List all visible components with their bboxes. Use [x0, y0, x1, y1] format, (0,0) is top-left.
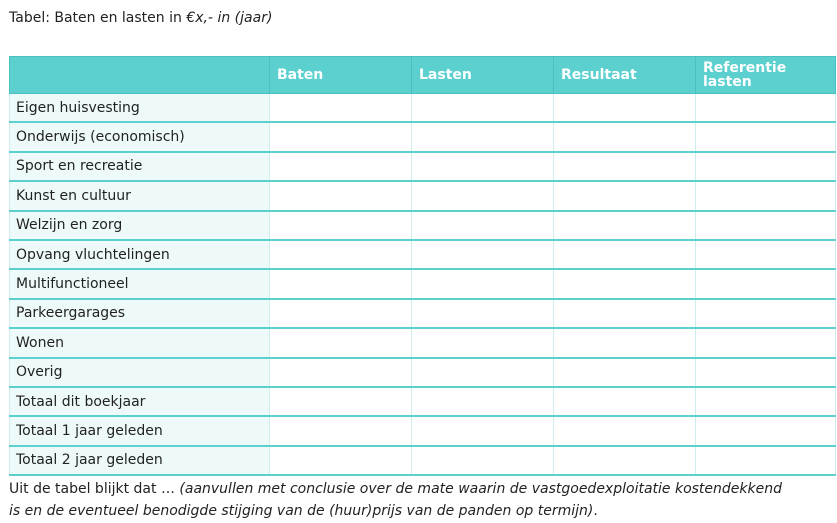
cell-lasten[interactable] — [412, 299, 554, 328]
table-row — [10, 358, 836, 387]
table-row — [10, 446, 836, 475]
cell-resultaat[interactable] — [554, 94, 696, 123]
table-row — [10, 181, 836, 210]
row-label: Overig — [10, 358, 270, 387]
cell-referentie-lasten[interactable] — [696, 328, 836, 357]
row-label: Eigen huisvesting — [10, 94, 270, 123]
cell-resultaat[interactable] — [554, 240, 696, 269]
table-row — [10, 416, 836, 445]
row-label: Totaal 2 jaar geleden — [10, 446, 270, 475]
row-label: Kunst en cultuur — [10, 181, 270, 210]
table-row — [10, 211, 836, 240]
row-label: Parkeergarages — [10, 299, 270, 328]
cell-resultaat[interactable] — [554, 328, 696, 357]
table-row — [10, 299, 836, 328]
cell-baten[interactable] — [270, 122, 412, 151]
cell-referentie-lasten[interactable] — [696, 181, 836, 210]
cell-lasten[interactable] — [412, 152, 554, 181]
cell-resultaat[interactable] — [554, 358, 696, 387]
row-label: Onderwijs (economisch) — [10, 122, 270, 151]
table-row — [10, 387, 836, 416]
cell-baten[interactable] — [270, 181, 412, 210]
header-lasten: Lasten — [412, 57, 554, 94]
cell-resultaat[interactable] — [554, 211, 696, 240]
cell-resultaat[interactable] — [554, 387, 696, 416]
cell-lasten[interactable] — [412, 358, 554, 387]
cell-baten[interactable] — [270, 299, 412, 328]
row-label: Totaal 1 jaar geleden — [10, 416, 270, 445]
baten-lasten-table — [9, 56, 836, 476]
cell-lasten[interactable] — [412, 94, 554, 123]
row-label: Welzijn en zorg — [10, 211, 270, 240]
cell-baten[interactable] — [270, 269, 412, 298]
table-row — [10, 122, 836, 151]
cell-referentie-lasten[interactable] — [696, 211, 836, 240]
cell-resultaat[interactable] — [554, 299, 696, 328]
conclusion-instruction-line1: (aanvullen met conclusie over de mate waarin de vastgoedexploitatie kostendekkend — [179, 481, 782, 497]
table-caption-text: Tabel: Baten en lasten in — [9, 10, 187, 26]
header-category — [10, 57, 270, 94]
header-baten: Baten — [270, 57, 412, 94]
conclusion-end: . — [593, 503, 598, 519]
row-label: Multifunctioneel — [10, 269, 270, 298]
cell-resultaat[interactable] — [554, 269, 696, 298]
cell-lasten[interactable] — [412, 181, 554, 210]
cell-lasten[interactable] — [412, 211, 554, 240]
cell-referentie-lasten[interactable] — [696, 269, 836, 298]
cell-lasten[interactable] — [412, 240, 554, 269]
cell-baten[interactable] — [270, 94, 412, 123]
cell-referentie-lasten[interactable] — [696, 240, 836, 269]
row-label: Sport en recreatie — [10, 152, 270, 181]
cell-lasten[interactable] — [412, 269, 554, 298]
conclusion-lead: Uit de tabel blijkt dat … — [9, 481, 180, 497]
cell-resultaat[interactable] — [554, 122, 696, 151]
header-resultaat: Resultaat — [554, 57, 696, 94]
table-row — [10, 328, 836, 357]
cell-baten[interactable] — [270, 387, 412, 416]
cell-baten[interactable] — [270, 211, 412, 240]
table-row — [10, 240, 836, 269]
table-header-row — [10, 57, 836, 94]
table-caption-unit: €x,- in (jaar) — [186, 10, 273, 26]
cell-referentie-lasten[interactable] — [696, 152, 836, 181]
cell-referentie-lasten[interactable] — [696, 358, 836, 387]
cell-referentie-lasten[interactable] — [696, 387, 836, 416]
table-row — [10, 94, 836, 123]
row-label: Opvang vluchtelingen — [10, 240, 270, 269]
cell-baten[interactable] — [270, 446, 412, 475]
cell-baten[interactable] — [270, 240, 412, 269]
table-caption — [9, 9, 272, 27]
cell-lasten[interactable] — [412, 446, 554, 475]
conclusion-instruction-line2: is en de eventueel benodigde stijging van de (huur)prijs van de panden op termijn) — [9, 503, 594, 519]
cell-referentie-lasten[interactable] — [696, 299, 836, 328]
cell-lasten[interactable] — [412, 416, 554, 445]
cell-resultaat[interactable] — [554, 416, 696, 445]
cell-baten[interactable] — [270, 416, 412, 445]
cell-lasten[interactable] — [412, 328, 554, 357]
cell-baten[interactable] — [270, 152, 412, 181]
cell-referentie-lasten[interactable] — [696, 122, 836, 151]
row-label: Totaal dit boekjaar — [10, 387, 270, 416]
cell-referentie-lasten[interactable] — [696, 94, 836, 123]
conclusion-paragraph — [9, 478, 829, 522]
cell-lasten[interactable] — [412, 122, 554, 151]
cell-baten[interactable] — [270, 358, 412, 387]
header-referentie-lasten: Referentie lasten — [696, 57, 836, 94]
cell-referentie-lasten[interactable] — [696, 446, 836, 475]
cell-lasten[interactable] — [412, 387, 554, 416]
table-row — [10, 152, 836, 181]
table-row — [10, 269, 836, 298]
cell-resultaat[interactable] — [554, 446, 696, 475]
cell-baten[interactable] — [270, 328, 412, 357]
row-label: Wonen — [10, 328, 270, 357]
cell-resultaat[interactable] — [554, 181, 696, 210]
cell-resultaat[interactable] — [554, 152, 696, 181]
cell-referentie-lasten[interactable] — [696, 416, 836, 445]
